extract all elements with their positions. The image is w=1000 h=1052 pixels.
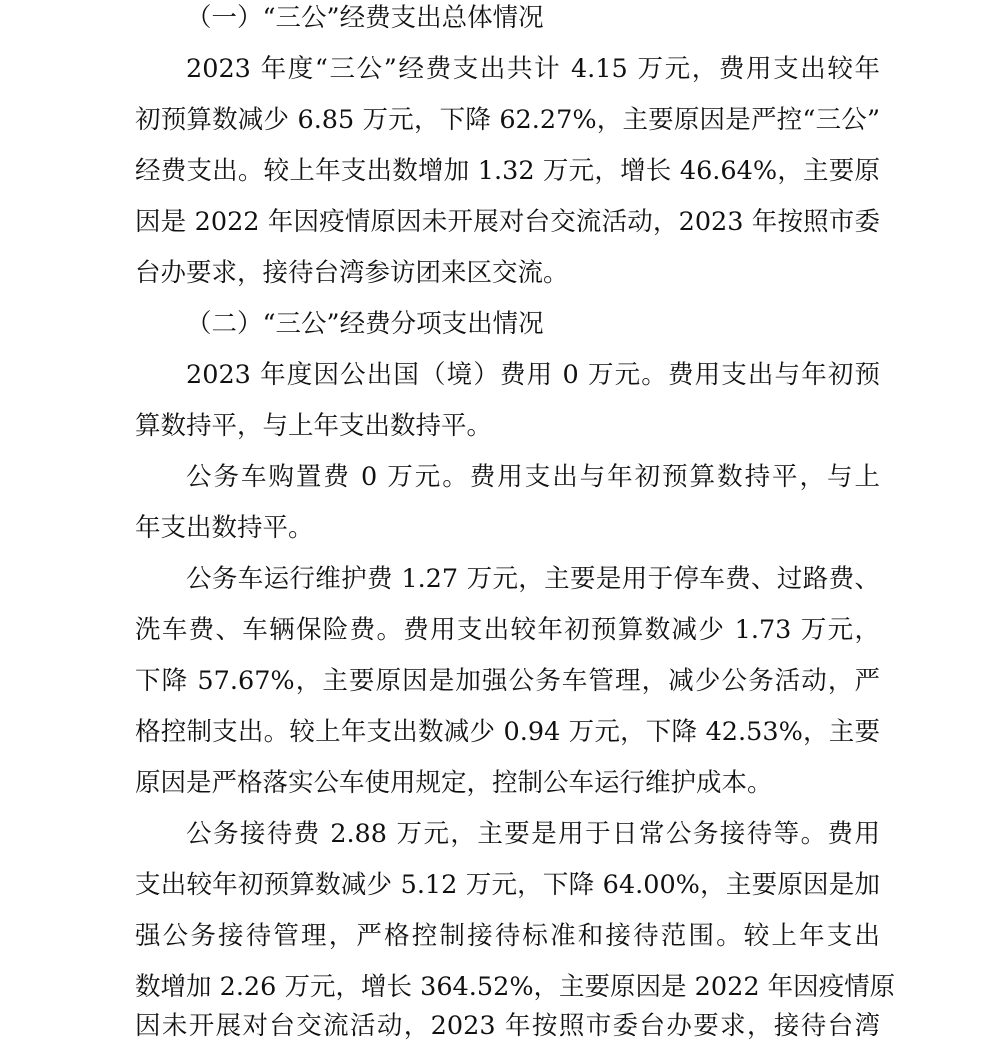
paragraph-line: 支出较年初预算数减少 5.12 万元，下降 64.00%，主要原因是加	[135, 870, 880, 900]
paragraph-line: 台办要求，接待台湾参访团来区交流。	[135, 258, 569, 288]
paragraph-line: 2023 年度因公出国（境）费用 0 万元。费用支出与年初预	[186, 360, 880, 390]
paragraph-line: 年支出数持平。	[135, 513, 314, 543]
section-heading-1: （一）“三公”经费支出总体情况	[186, 3, 544, 33]
paragraph-line: 强公务接待管理，严格控制接待标准和接待范围。较上年支出	[135, 921, 880, 951]
paragraph-line: 因未开展对台交流活动，2023 年按照市委台办要求，接待台湾	[135, 1011, 880, 1041]
paragraph-line: 原因是严格落实公车使用规定，控制公车运行维护成本。	[135, 768, 773, 798]
paragraph-line: 算数持平，与上年支出数持平。	[135, 411, 493, 441]
paragraph-line: 洗车费、车辆保险费。费用支出较年初预算数减少 1.73 万元，	[135, 615, 880, 645]
section-heading-2: （二）“三公”经费分项支出情况	[186, 309, 544, 339]
paragraph-line: 公务车购置费 0 万元。费用支出与年初预算数持平，与上	[186, 462, 880, 492]
paragraph-line: 2023 年度“三公”经费支出共计 4.15 万元，费用支出较年	[186, 54, 880, 84]
paragraph-line: 公务接待费 2.88 万元，主要是用于日常公务接待等。费用	[186, 819, 880, 849]
paragraph-line: 公务车运行维护费 1.27 万元，主要是用于停车费、过路费、	[186, 564, 880, 594]
paragraph-line: 初预算数减少 6.85 万元，下降 62.27%，主要原因是严控“三公”	[135, 105, 880, 135]
paragraph-line: 数增加 2.26 万元，增长 364.52%，主要原因是 2022 年因疫情原	[135, 972, 896, 1002]
paragraph-line: 下降 57.67%，主要原因是加强公务车管理，减少公务活动，严	[135, 666, 880, 696]
paragraph-line: 因是 2022 年因疫情原因未开展对台交流活动，2023 年按照市委	[135, 207, 880, 237]
paragraph-line: 经费支出。较上年支出数增加 1.32 万元，增长 46.64%，主要原	[135, 156, 880, 186]
paragraph-line: 格控制支出。较上年支出数减少 0.94 万元，下降 42.53%，主要	[135, 717, 880, 747]
